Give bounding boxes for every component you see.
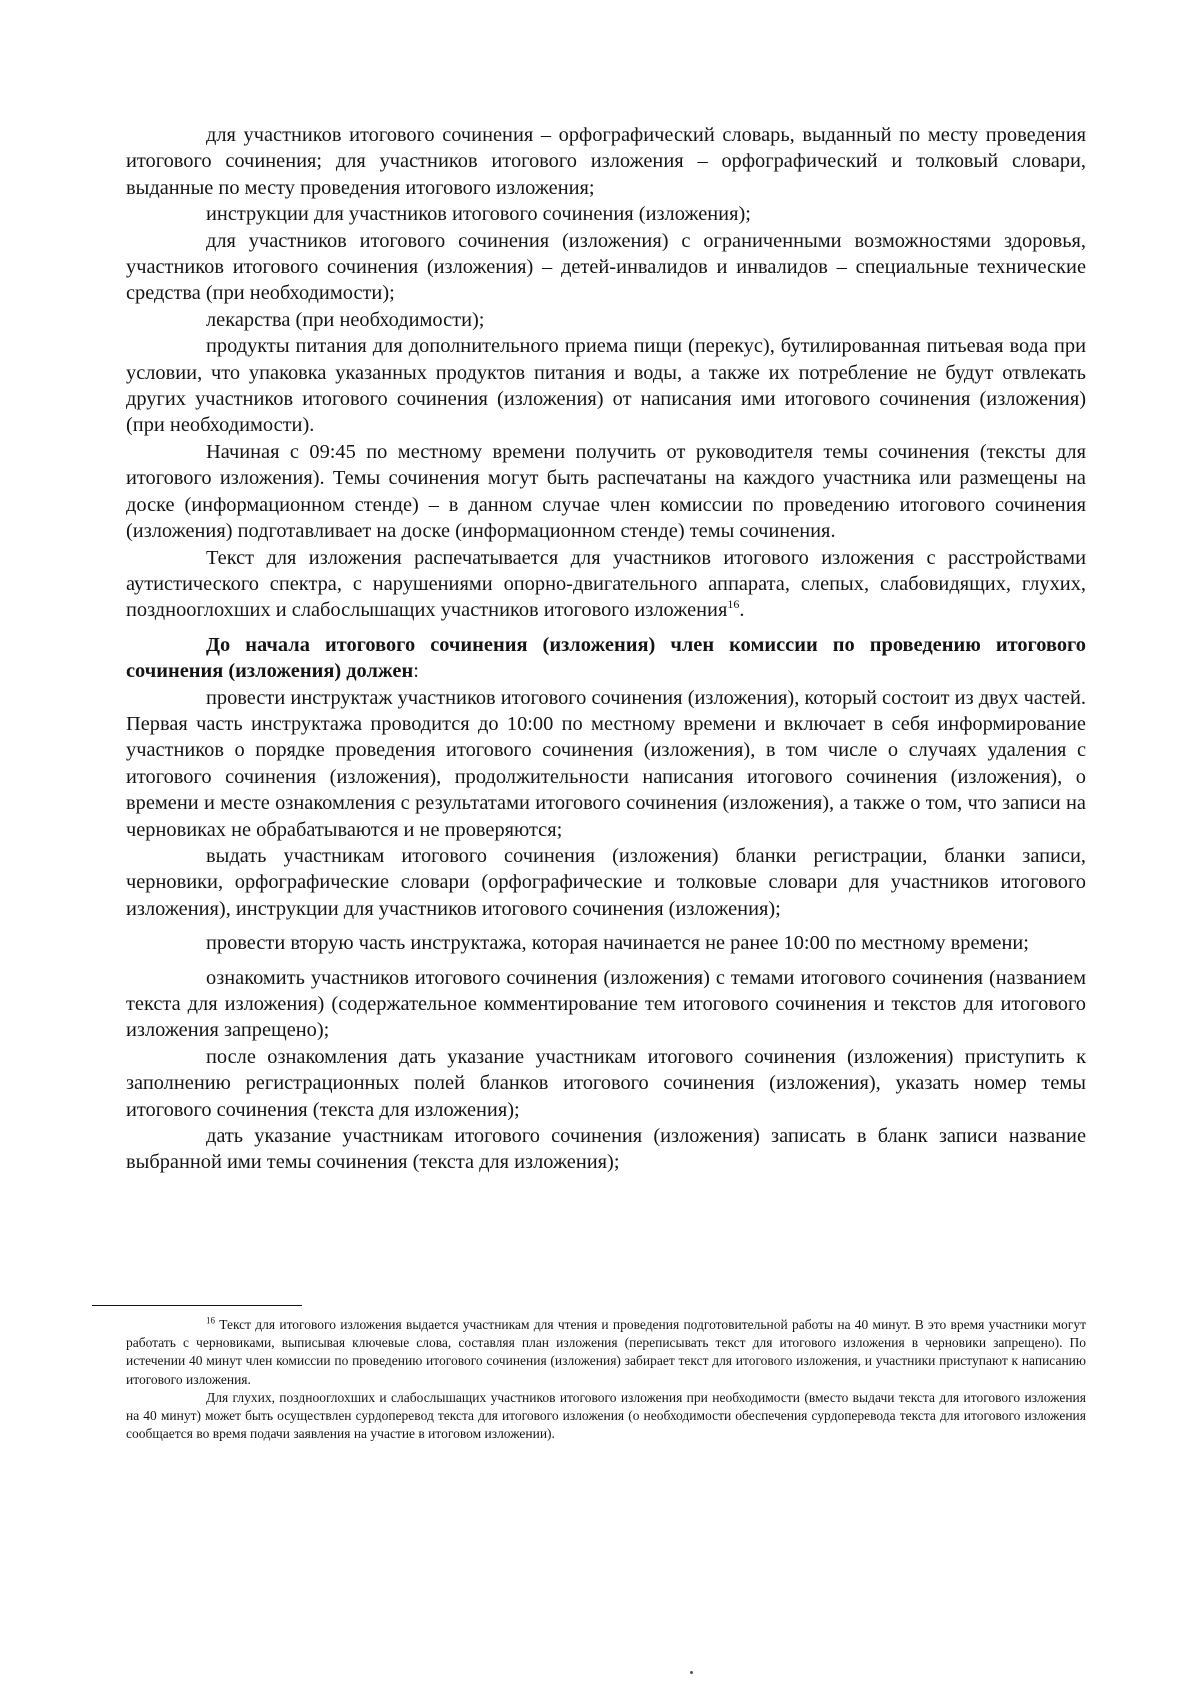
paragraph-instructions [126, 201, 1086, 227]
paragraph-fill-registration [126, 1044, 1086, 1123]
footnote-number: 16 [206, 1315, 215, 1326]
document-body [126, 122, 1086, 1176]
paragraph-text: Начиная с 09:45 по местному времени получить от руководителя темы сочинения (тексты для итогового изложения). Темы сочинения могут быть распечатаны на каждого участника или размещены на доске (информационном стенде) – в данном случае член комиссии по проведению итогового сочинения (изложения) подготавливает на доске (информационном стенде) темы сочинения. [126, 440, 1086, 543]
paragraph-food [126, 333, 1086, 439]
paragraph-text: провести инструктаж участников итогового сочинения (изложения), который состоит из двух частей. Первая часть инструктажа проводится до 10:00 по местному времени и включает в себя информирование участников о порядке проведения итогового сочинения (изложения), в том числе о случаях удаления с итогового сочинения (изложения), продолжительности написания итогового сочинения (изложения), о времени и месте ознакомления с результатами итогового сочинения (изложения), а также о том, что записи на черновиках не обрабатываются и не проверяются; [126, 686, 1086, 841]
footnote-16-continued [126, 1389, 1086, 1444]
paragraph-write-title [126, 1123, 1086, 1176]
paragraph-hand-out [126, 843, 1086, 922]
paragraph-text: Текст для изложения распечатывается для участников итогового изложения с расстройствами аутистического спектра, с нарушениями опорно-двигательного аппарата, слепых, слабовидящих, глухих, позднооглохших и слабослышащих участников итогового изложения [126, 546, 1086, 622]
bold-heading: До начала итогового сочинения (изложения) член комиссии по проведению итогового сочинения (изложения) должен [126, 633, 1086, 683]
paragraph-text: провести вторую часть инструктажа, которая начинается не ранее 10:00 по местному времени; [206, 932, 1029, 955]
paragraph-text: продукты питания для дополнительного приема пищи (перекус), бутилированная питьевая вода при условии, что упаковка указанных продуктов питания и воды, а также их потребление не будут отвлекать других участников итогового сочинения (изложения) от написания ими итогового сочинения (изложения) (при необходимости). [126, 335, 1086, 437]
paragraph-text: для участников итогового сочинения – орфографический словарь, выданный по месту проведения итогового сочинения; для участников итогового изложения – орфографический и толковый словари, выданные по месту проведения итогового изложения; [126, 124, 1086, 199]
footnote-text: Для глухих, позднооглохших и слабослышащих участников итогового изложения при необходимости (вместо выдачи текста для итогового изложения на 40 минут) может быть осуществлен сурдоперевод текста для итогового изложения (о необходимости обеспечения сурдоперевода текста для итогового изложения сообщается во время подачи заявления на участие в итоговом изложении). [126, 1389, 1086, 1442]
footnote-16 [126, 1316, 1086, 1389]
footnotes [126, 1316, 1086, 1443]
paragraph-introduce-topics [126, 965, 1086, 1044]
paragraph-text: после ознакомления дать указание участникам итогового сочинения (изложения) приступить к заполнению регистрационных полей бланков итогового сочинения (изложения), указать номер темы итогового сочинения (текста для изложения); [126, 1045, 1086, 1121]
paragraph-dictionaries [126, 122, 1086, 201]
paragraph-medicine [126, 307, 1086, 333]
paragraph-heading-duties [126, 632, 1086, 685]
paragraph-tail: : [413, 660, 419, 683]
scan-dot [690, 1671, 693, 1674]
paragraph-text: ознакомить участников итогового сочинения (изложения) с темами итогового сочинения (названием текста для изложения) (содержательное комментирование тем итогового сочинения и текстов для итогового изложения запрещено); [126, 966, 1086, 1042]
footnote-text: Текст для итогового изложения выдается участникам для чтения и проведения подготовительной работы на 40 минут. В это время участники могут работать с черновиками, выписывая ключевые слова, составляя план изложения (переписывать текст для итогового изложения в черновики запрещено). По истечении 40 минут член комиссии по проведению итогового сочинения (изложения) забирает текст для итогового изложения, и участники приступают к написанию итогового изложения. [126, 1317, 1086, 1387]
paragraph-second-briefing [126, 930, 1086, 956]
footnote-separator [92, 1305, 302, 1306]
paragraph-tail: . [739, 599, 745, 622]
paragraph-technical-means [126, 228, 1086, 307]
paragraph-text: для участников итогового сочинения (изложения) с ограниченными возможностями здоровья, участников итогового сочинения (изложения) – детей-инвалидов и инвалидов – специальные технические средства (при необходимости); [126, 229, 1086, 305]
paragraph-text: инструкции для участников итогового сочинения (изложения); [206, 203, 751, 226]
footnote-reference: 16 [727, 597, 740, 612]
paragraph-text: дать указание участникам итогового сочинения (изложения) записать в бланк записи название выбранной ими темы сочинения (текста для изложения); [126, 1125, 1086, 1174]
paragraph-briefing [126, 685, 1086, 843]
paragraph-text: выдать участникам итогового сочинения (изложения) бланки регистрации, бланки записи, черновики, орфографические словари (орфографические и толковые словари для участников итогового изложения), инструкции для участников итогового сочинения (изложения); [126, 844, 1086, 920]
paragraph-text: лекарства (при необходимости); [206, 308, 485, 331]
paragraph-print-text [126, 545, 1086, 624]
paragraph-receive-topics [126, 439, 1086, 545]
